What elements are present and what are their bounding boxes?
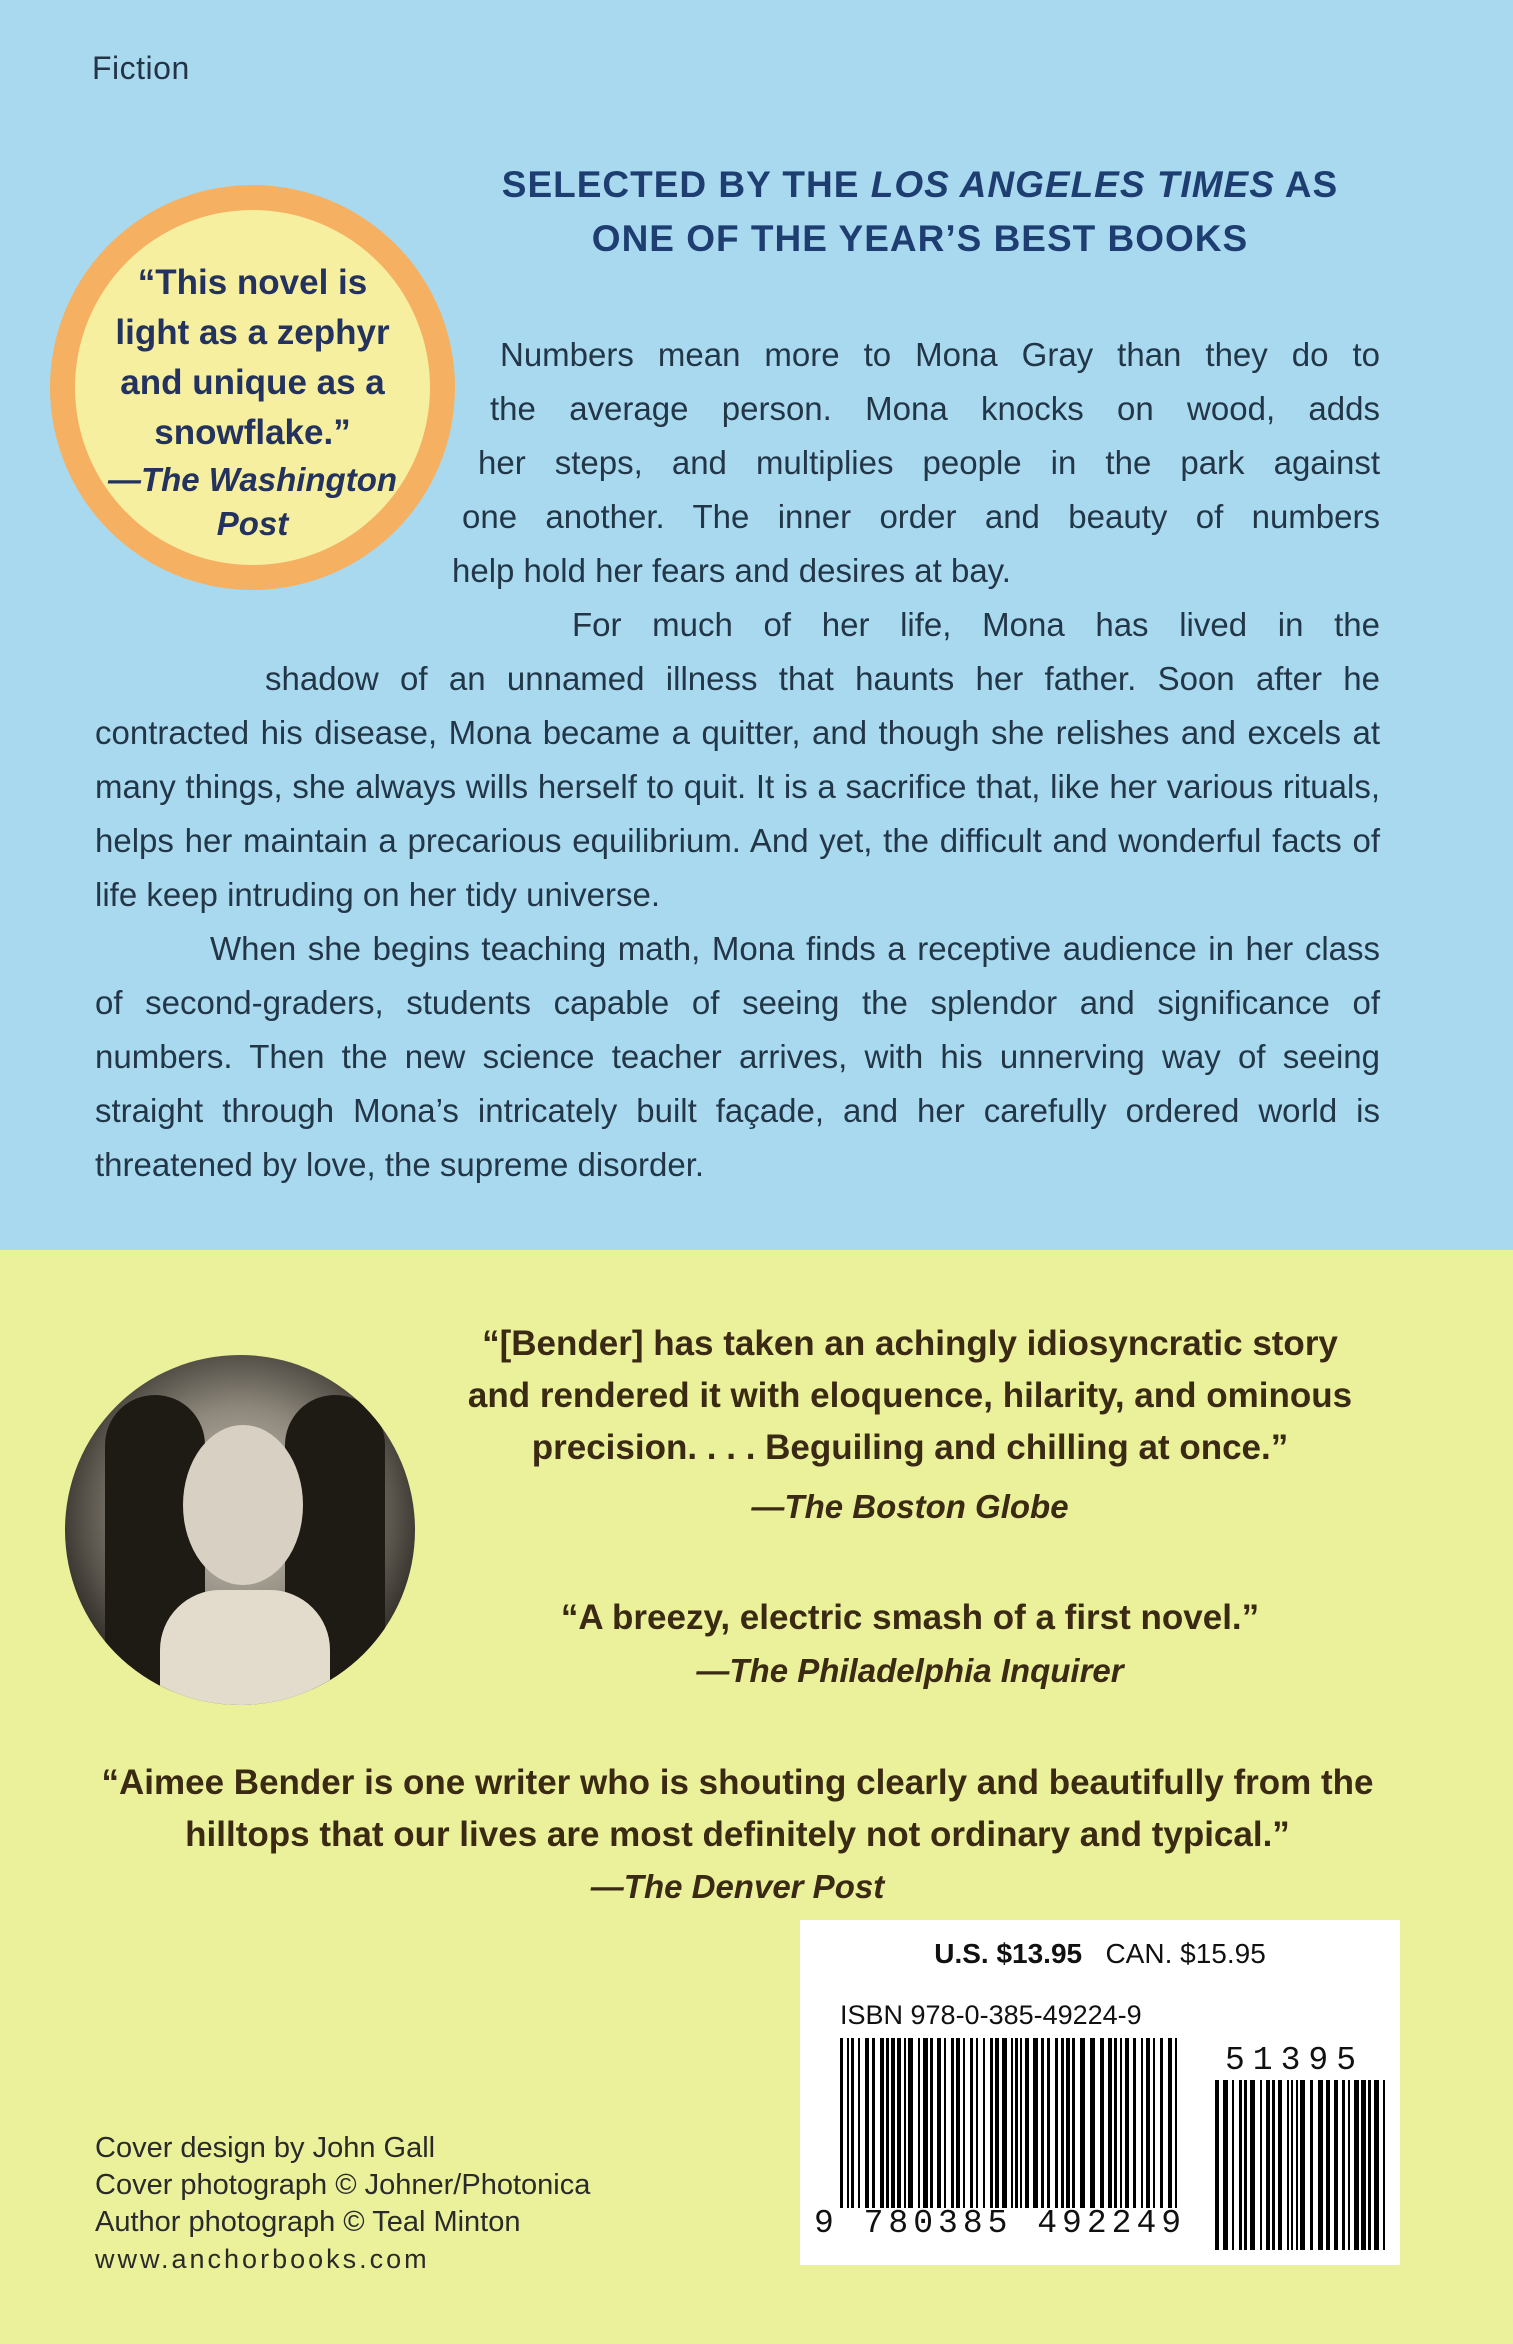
headline-newspaper: LOS ANGELES TIMES (870, 164, 1275, 205)
price-us-label: U.S. (934, 1938, 989, 1969)
price-can: CAN. $15.95 (1105, 1938, 1266, 1969)
credit-cover-photo: Cover photograph © Johner/Photonica (95, 2169, 591, 2201)
description-line: one another. The inner order and beauty of numbers (462, 498, 1380, 535)
badge-quote (85, 258, 420, 546)
price-us: $13.95 (996, 1938, 1083, 1969)
headline (420, 158, 1420, 266)
credit-cover-design: Cover design by John Gall (95, 2132, 436, 2164)
badge-source-line: —The Washington (107, 461, 398, 498)
review-quote: “A breezy, electric smash of a first novel.” (560, 1598, 1260, 1637)
barcode-box (800, 1920, 1400, 2265)
headline-line-2: ONE OF THE YEAR’S BEST BOOKS (591, 218, 1249, 259)
badge-source-line: Post (216, 505, 289, 542)
description-line: shadow of an unnamed illness that haunts her father. Soon after he (265, 660, 1380, 697)
author-photo (65, 1355, 415, 1705)
review-quote: “Aimee Bender is one writer who is shouting clearly and beautifully from the hilltops that our lives are most definitely not ordinary and typical.” (101, 1763, 1374, 1854)
description-line: help hold her fears and desires at bay. (452, 552, 1011, 589)
ean-digits: 9 780385 492249 (814, 2205, 1187, 2242)
isbn-number: ISBN 978-0-385-49224-9 (840, 2000, 1142, 2030)
description-line: For much of her life, Mona has lived in the (572, 606, 1380, 643)
description-line: the average person. Mona knocks on wood, adds (490, 390, 1380, 427)
review-source: —The Philadelphia Inquirer (696, 1652, 1124, 1689)
description-line: her steps, and multiplies people in the park against (478, 444, 1380, 481)
description-line: Numbers mean more to Mona Gray than they do to (500, 336, 1380, 373)
badge-quote-line: “This novel is (137, 263, 368, 302)
headline-text: AS (1274, 164, 1339, 205)
ean-barcode (840, 2038, 1180, 2208)
price-line (800, 1938, 1400, 1970)
badge-quote-line: snowflake.” (154, 413, 351, 452)
addon-digits: 51395 (1225, 2042, 1365, 2079)
headline-text: SELECTED BY THE (501, 164, 871, 205)
credits (95, 2130, 590, 2278)
review-source: —The Denver Post (590, 1868, 885, 1905)
credit-author-photo: Author photograph © Teal Minton (95, 2206, 521, 2238)
description-paragraph-2: contracted his disease, Mona became a quitter, and though she relishes and excels at many things, she always wills herself to quit. It is a sacrifice that, like her various rituals, helps her maintain a precarious equilibrium. And yet, the difficult and wonderful facts of life keep intruding on her tidy universe. (95, 714, 1380, 913)
badge-quote-line: and unique as a (120, 363, 385, 402)
category-label: Fiction (92, 50, 190, 86)
description-paragraph-3: When she begins teaching math, Mona finds a receptive audience in her class of second-graders, students capable of seeing the splendor and significance of numbers. Then the new science teacher arrives, with his unnerving way of seeing straight through Mona’s intricately built façade, and her carefully ordered world is threatened by love, the supreme disorder. (95, 930, 1380, 1183)
headline-line-1 (420, 158, 1420, 212)
review-source: —The Boston Globe (751, 1488, 1069, 1525)
review-quote: “[Bender] has taken an achingly idiosyncratic story and rendered it with eloquence, hilarity, and ominous precision. . . . Beguiling and chilling at once.” (467, 1324, 1353, 1467)
publisher-website: www.anchorbooks.com (95, 2244, 430, 2274)
badge-quote-line: light as a zephyr (115, 313, 390, 352)
addon-barcode (1215, 2080, 1385, 2250)
